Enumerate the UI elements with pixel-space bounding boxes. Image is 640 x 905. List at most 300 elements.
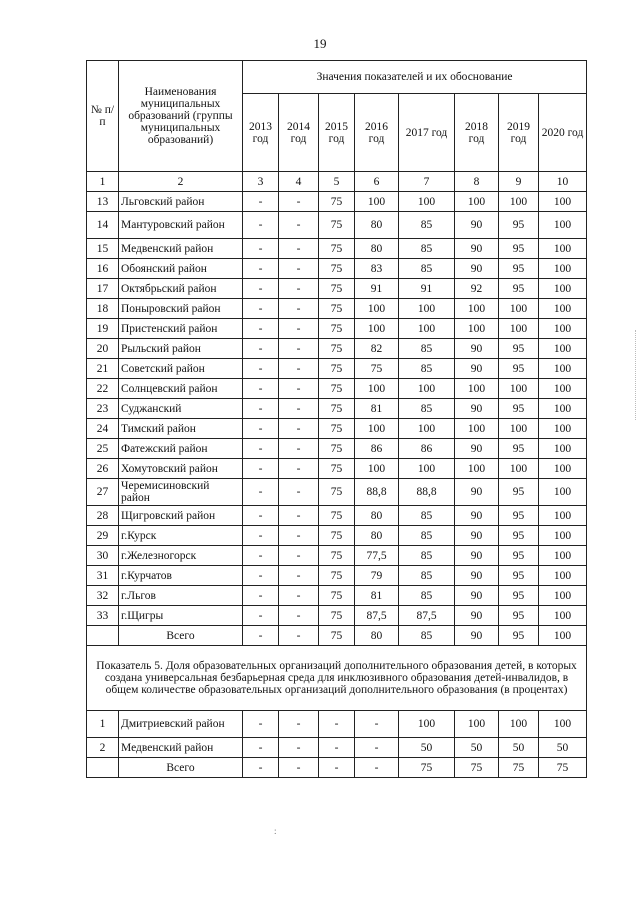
value-cell: - bbox=[243, 546, 279, 566]
value-cell: 100 bbox=[499, 319, 539, 339]
value-cell: 100 bbox=[399, 319, 455, 339]
column-index: 8 bbox=[455, 172, 499, 192]
municipality-name: Обоянский район bbox=[119, 259, 243, 279]
value-cell: 75 bbox=[319, 626, 355, 646]
indicator-4-rows bbox=[87, 192, 587, 646]
value-cell: - bbox=[279, 239, 319, 259]
table-row bbox=[87, 192, 587, 212]
value-cell: 85 bbox=[399, 586, 455, 606]
row-number: 33 bbox=[87, 606, 119, 626]
value-cell: 75 bbox=[319, 279, 355, 299]
municipality-name: г.Курск bbox=[119, 526, 243, 546]
value-cell: 82 bbox=[355, 339, 399, 359]
table-row bbox=[87, 459, 587, 479]
year-header: 2020 год bbox=[539, 94, 587, 172]
value-cell: 75 bbox=[319, 192, 355, 212]
header-num: № п/п bbox=[87, 61, 119, 172]
value-cell: 100 bbox=[355, 379, 399, 399]
value-cell: 95 bbox=[499, 506, 539, 526]
value-cell: 50 bbox=[455, 738, 499, 758]
value-cell: 80 bbox=[355, 212, 399, 239]
value-cell: - bbox=[243, 319, 279, 339]
municipality-name: Дмитриевский район bbox=[119, 711, 243, 738]
value-cell: - bbox=[279, 711, 319, 738]
year-header: 2017 год bbox=[399, 94, 455, 172]
value-cell: 90 bbox=[455, 479, 499, 506]
value-cell: 100 bbox=[355, 192, 399, 212]
value-cell: - bbox=[243, 586, 279, 606]
column-index: 3 bbox=[243, 172, 279, 192]
value-cell: 100 bbox=[539, 399, 587, 419]
value-cell: 100 bbox=[539, 339, 587, 359]
value-cell: 95 bbox=[499, 239, 539, 259]
municipality-name: Пристенский район bbox=[119, 319, 243, 339]
row-number: 2 bbox=[87, 738, 119, 758]
value-cell: 80 bbox=[355, 526, 399, 546]
value-cell: - bbox=[279, 299, 319, 319]
table-row bbox=[87, 439, 587, 459]
value-cell: 75 bbox=[539, 758, 587, 778]
value-cell: 100 bbox=[499, 299, 539, 319]
value-cell: 75 bbox=[355, 359, 399, 379]
value-cell: - bbox=[243, 212, 279, 239]
value-cell: 75 bbox=[319, 359, 355, 379]
municipality-name: г.Курчатов bbox=[119, 566, 243, 586]
table-row bbox=[87, 339, 587, 359]
value-cell: 81 bbox=[355, 586, 399, 606]
table-row bbox=[87, 711, 587, 738]
value-cell: - bbox=[243, 459, 279, 479]
value-cell: 100 bbox=[539, 279, 587, 299]
value-cell: 80 bbox=[355, 626, 399, 646]
table-row bbox=[87, 419, 587, 439]
value-cell: 95 bbox=[499, 439, 539, 459]
value-cell: 90 bbox=[455, 546, 499, 566]
value-cell: 75 bbox=[319, 546, 355, 566]
value-cell: 90 bbox=[455, 399, 499, 419]
value-cell: - bbox=[243, 299, 279, 319]
value-cell: 75 bbox=[399, 758, 455, 778]
value-cell: 75 bbox=[319, 566, 355, 586]
value-cell: 95 bbox=[499, 479, 539, 506]
value-cell: 85 bbox=[399, 359, 455, 379]
table-row bbox=[87, 212, 587, 239]
value-cell: 91 bbox=[355, 279, 399, 299]
value-cell: 86 bbox=[399, 439, 455, 459]
value-cell: 100 bbox=[399, 299, 455, 319]
value-cell: 75 bbox=[319, 586, 355, 606]
value-cell: 100 bbox=[355, 299, 399, 319]
value-cell: - bbox=[279, 586, 319, 606]
column-index: 2 bbox=[119, 172, 243, 192]
value-cell: 85 bbox=[399, 546, 455, 566]
value-cell: 90 bbox=[455, 506, 499, 526]
row-number: 17 bbox=[87, 279, 119, 299]
municipality-name: Мантуровский район bbox=[119, 212, 243, 239]
value-cell: 100 bbox=[455, 379, 499, 399]
value-cell: 85 bbox=[399, 566, 455, 586]
value-cell: 95 bbox=[499, 279, 539, 299]
municipality-name: г.Железногорск bbox=[119, 546, 243, 566]
value-cell: 90 bbox=[455, 359, 499, 379]
row-number: 21 bbox=[87, 359, 119, 379]
municipality-name: Октябрьский район bbox=[119, 279, 243, 299]
value-cell: 100 bbox=[539, 566, 587, 586]
total-row bbox=[87, 758, 587, 778]
municipality-name: Тимский район bbox=[119, 419, 243, 439]
value-cell: - bbox=[355, 758, 399, 778]
row-number: 1 bbox=[87, 711, 119, 738]
value-cell: - bbox=[243, 526, 279, 546]
value-cell: 75 bbox=[499, 758, 539, 778]
value-cell: 80 bbox=[355, 239, 399, 259]
footer-mark: : bbox=[274, 826, 277, 836]
value-cell: - bbox=[243, 259, 279, 279]
municipality-name: г.Щигры bbox=[119, 606, 243, 626]
value-cell: 75 bbox=[319, 506, 355, 526]
table-row bbox=[87, 239, 587, 259]
value-cell: - bbox=[243, 192, 279, 212]
value-cell: 75 bbox=[319, 259, 355, 279]
row-number: 20 bbox=[87, 339, 119, 359]
value-cell: - bbox=[319, 738, 355, 758]
municipality-name: Поныровский район bbox=[119, 299, 243, 319]
municipality-name: Медвенский район bbox=[119, 738, 243, 758]
column-index: 6 bbox=[355, 172, 399, 192]
value-cell: 50 bbox=[399, 738, 455, 758]
value-cell: 100 bbox=[455, 299, 499, 319]
column-index: 9 bbox=[499, 172, 539, 192]
municipality-name: Суджанский bbox=[119, 399, 243, 419]
value-cell: 95 bbox=[499, 626, 539, 646]
table-row bbox=[87, 359, 587, 379]
value-cell: 100 bbox=[455, 419, 499, 439]
municipality-name: Советский район bbox=[119, 359, 243, 379]
value-cell: - bbox=[279, 459, 319, 479]
municipality-name: Льговский район bbox=[119, 192, 243, 212]
municipality-name: Медвенский район bbox=[119, 239, 243, 259]
value-cell: 85 bbox=[399, 212, 455, 239]
value-cell: 100 bbox=[399, 419, 455, 439]
value-cell: - bbox=[279, 758, 319, 778]
section-title: Показатель 5. Доля образовательных организаций дополнительного образования детей, в которых создана универсальная безбарьерная среда для инклюзивного образования детей-инвалидов, в общем количестве образовательных организаций дополнительного образования (в процентах) bbox=[87, 646, 587, 711]
value-cell: - bbox=[243, 606, 279, 626]
value-cell: 87,5 bbox=[355, 606, 399, 626]
column-index: 10 bbox=[539, 172, 587, 192]
value-cell: - bbox=[279, 546, 319, 566]
value-cell: 100 bbox=[499, 459, 539, 479]
value-cell: 86 bbox=[355, 439, 399, 459]
value-cell: 95 bbox=[499, 212, 539, 239]
value-cell: 100 bbox=[399, 459, 455, 479]
value-cell: 85 bbox=[399, 259, 455, 279]
value-cell: 75 bbox=[319, 479, 355, 506]
row-number: 23 bbox=[87, 399, 119, 419]
value-cell: 100 bbox=[539, 586, 587, 606]
value-cell: - bbox=[243, 711, 279, 738]
table-row bbox=[87, 586, 587, 606]
value-cell: 100 bbox=[355, 419, 399, 439]
value-cell: - bbox=[279, 279, 319, 299]
table-row bbox=[87, 506, 587, 526]
value-cell: 75 bbox=[319, 379, 355, 399]
value-cell: 75 bbox=[455, 758, 499, 778]
table-row bbox=[87, 738, 587, 758]
year-header: 2015 год bbox=[319, 94, 355, 172]
value-cell: 90 bbox=[455, 526, 499, 546]
value-cell: - bbox=[279, 399, 319, 419]
row-number: 15 bbox=[87, 239, 119, 259]
value-cell: 100 bbox=[539, 319, 587, 339]
value-cell: 100 bbox=[399, 711, 455, 738]
value-cell: - bbox=[279, 192, 319, 212]
year-header: 2014 год bbox=[279, 94, 319, 172]
value-cell: 85 bbox=[399, 239, 455, 259]
value-cell: 95 bbox=[499, 359, 539, 379]
value-cell: - bbox=[279, 339, 319, 359]
year-header: 2019 год bbox=[499, 94, 539, 172]
value-cell: 90 bbox=[455, 606, 499, 626]
value-cell: - bbox=[243, 419, 279, 439]
value-cell: - bbox=[243, 506, 279, 526]
value-cell: 90 bbox=[455, 439, 499, 459]
value-cell: - bbox=[279, 379, 319, 399]
value-cell: - bbox=[243, 758, 279, 778]
value-cell: 100 bbox=[539, 546, 587, 566]
value-cell: 90 bbox=[455, 626, 499, 646]
value-cell: 95 bbox=[499, 586, 539, 606]
value-cell: 50 bbox=[539, 738, 587, 758]
value-cell: 75 bbox=[319, 319, 355, 339]
year-header: 2018 год bbox=[455, 94, 499, 172]
value-cell: - bbox=[279, 259, 319, 279]
value-cell: - bbox=[355, 738, 399, 758]
value-cell: - bbox=[279, 359, 319, 379]
value-cell: 90 bbox=[455, 239, 499, 259]
row-number: 30 bbox=[87, 546, 119, 566]
value-cell: - bbox=[243, 439, 279, 459]
value-cell: 75 bbox=[319, 526, 355, 546]
indicator-5-rows bbox=[87, 711, 587, 778]
value-cell: 100 bbox=[455, 319, 499, 339]
value-cell: - bbox=[279, 212, 319, 239]
table-row bbox=[87, 299, 587, 319]
value-cell: 75 bbox=[319, 212, 355, 239]
indicator-5-section bbox=[87, 646, 587, 711]
municipality-name: Всего bbox=[119, 758, 243, 778]
value-cell: 85 bbox=[399, 526, 455, 546]
value-cell: - bbox=[319, 758, 355, 778]
value-cell: - bbox=[279, 419, 319, 439]
value-cell: - bbox=[243, 379, 279, 399]
value-cell: 92 bbox=[455, 279, 499, 299]
value-cell: - bbox=[279, 439, 319, 459]
municipality-name: Солнцевский район bbox=[119, 379, 243, 399]
value-cell: 100 bbox=[539, 711, 587, 738]
value-cell: 87,5 bbox=[399, 606, 455, 626]
value-cell: 100 bbox=[539, 192, 587, 212]
row-number: 18 bbox=[87, 299, 119, 319]
value-cell: 95 bbox=[499, 339, 539, 359]
table-row bbox=[87, 259, 587, 279]
value-cell: - bbox=[243, 339, 279, 359]
value-cell: 100 bbox=[539, 259, 587, 279]
row-number: 26 bbox=[87, 459, 119, 479]
value-cell: 100 bbox=[499, 379, 539, 399]
value-cell: 100 bbox=[539, 606, 587, 626]
scan-edge-line bbox=[635, 330, 636, 420]
indicator-table bbox=[86, 60, 587, 778]
value-cell: 85 bbox=[399, 399, 455, 419]
row-number: 22 bbox=[87, 379, 119, 399]
value-cell: 100 bbox=[539, 379, 587, 399]
value-cell: 75 bbox=[319, 339, 355, 359]
value-cell: - bbox=[279, 606, 319, 626]
page-number: 19 bbox=[313, 36, 327, 51]
value-cell: 81 bbox=[355, 399, 399, 419]
year-header: 2013 год bbox=[243, 94, 279, 172]
value-cell: - bbox=[279, 566, 319, 586]
row-number: 29 bbox=[87, 526, 119, 546]
value-cell: 95 bbox=[499, 566, 539, 586]
row-number: 31 bbox=[87, 566, 119, 586]
municipality-name: Рыльский район bbox=[119, 339, 243, 359]
value-cell: - bbox=[279, 506, 319, 526]
municipality-name: Фатежский район bbox=[119, 439, 243, 459]
value-cell: 100 bbox=[539, 626, 587, 646]
row-number bbox=[87, 626, 119, 646]
value-cell: 75 bbox=[319, 606, 355, 626]
value-cell: - bbox=[243, 738, 279, 758]
column-index-row bbox=[87, 172, 587, 192]
value-cell: 100 bbox=[399, 379, 455, 399]
value-cell: - bbox=[243, 479, 279, 506]
value-cell: 79 bbox=[355, 566, 399, 586]
value-cell: 85 bbox=[399, 339, 455, 359]
value-cell: 90 bbox=[455, 212, 499, 239]
value-cell: 75 bbox=[319, 459, 355, 479]
header-values: Значения показателей и их обоснование bbox=[243, 61, 587, 94]
value-cell: 77,5 bbox=[355, 546, 399, 566]
value-cell: 100 bbox=[539, 526, 587, 546]
table-row bbox=[87, 379, 587, 399]
row-number: 27 bbox=[87, 479, 119, 506]
value-cell: 90 bbox=[455, 339, 499, 359]
value-cell: 100 bbox=[539, 419, 587, 439]
table-row bbox=[87, 319, 587, 339]
row-number: 16 bbox=[87, 259, 119, 279]
value-cell: 100 bbox=[539, 299, 587, 319]
value-cell: 90 bbox=[455, 259, 499, 279]
value-cell: 90 bbox=[455, 586, 499, 606]
value-cell: 80 bbox=[355, 506, 399, 526]
value-cell: - bbox=[243, 359, 279, 379]
row-number: 25 bbox=[87, 439, 119, 459]
value-cell: 75 bbox=[319, 419, 355, 439]
value-cell: 100 bbox=[539, 459, 587, 479]
value-cell: 85 bbox=[399, 626, 455, 646]
value-cell: 90 bbox=[455, 566, 499, 586]
value-cell: 75 bbox=[319, 399, 355, 419]
table-row bbox=[87, 526, 587, 546]
municipality-name: Щигровский район bbox=[119, 506, 243, 526]
value-cell: 100 bbox=[455, 711, 499, 738]
year-header: 2016 год bbox=[355, 94, 399, 172]
table-row bbox=[87, 399, 587, 419]
value-cell: 100 bbox=[499, 419, 539, 439]
column-index: 1 bbox=[87, 172, 119, 192]
value-cell: 100 bbox=[499, 711, 539, 738]
value-cell: - bbox=[279, 626, 319, 646]
value-cell: 100 bbox=[539, 506, 587, 526]
value-cell: 100 bbox=[499, 192, 539, 212]
value-cell: 100 bbox=[539, 439, 587, 459]
value-cell: 100 bbox=[455, 459, 499, 479]
table-row bbox=[87, 606, 587, 626]
value-cell: - bbox=[243, 626, 279, 646]
row-number: 14 bbox=[87, 212, 119, 239]
value-cell: 88,8 bbox=[355, 479, 399, 506]
value-cell: 100 bbox=[455, 192, 499, 212]
value-cell: - bbox=[279, 526, 319, 546]
value-cell: 95 bbox=[499, 259, 539, 279]
value-cell: - bbox=[319, 711, 355, 738]
value-cell: 95 bbox=[499, 546, 539, 566]
value-cell: - bbox=[243, 399, 279, 419]
row-number: 13 bbox=[87, 192, 119, 212]
row-number: 28 bbox=[87, 506, 119, 526]
header-name: Наименования муниципальных образований (группы муниципальных образований) bbox=[119, 61, 243, 172]
municipality-name: Черемисиновский район bbox=[119, 479, 243, 506]
column-index: 7 bbox=[399, 172, 455, 192]
value-cell: 75 bbox=[319, 439, 355, 459]
municipality-name: Всего bbox=[119, 626, 243, 646]
value-cell: 100 bbox=[355, 319, 399, 339]
table-row bbox=[87, 566, 587, 586]
value-cell: - bbox=[243, 279, 279, 299]
value-cell: - bbox=[243, 239, 279, 259]
municipality-name: г.Льгов bbox=[119, 586, 243, 606]
column-index: 5 bbox=[319, 172, 355, 192]
value-cell: 95 bbox=[499, 399, 539, 419]
row-number: 19 bbox=[87, 319, 119, 339]
table-row bbox=[87, 546, 587, 566]
value-cell: 91 bbox=[399, 279, 455, 299]
value-cell: - bbox=[243, 566, 279, 586]
total-row bbox=[87, 626, 587, 646]
value-cell: 88,8 bbox=[399, 479, 455, 506]
value-cell: - bbox=[279, 319, 319, 339]
municipality-name: Хомутовский район bbox=[119, 459, 243, 479]
value-cell: 83 bbox=[355, 259, 399, 279]
value-cell: 100 bbox=[399, 192, 455, 212]
value-cell: 100 bbox=[355, 459, 399, 479]
value-cell: 95 bbox=[499, 526, 539, 546]
row-number: 24 bbox=[87, 419, 119, 439]
value-cell: - bbox=[279, 479, 319, 506]
value-cell: - bbox=[355, 711, 399, 738]
value-cell: 100 bbox=[539, 479, 587, 506]
value-cell: - bbox=[279, 738, 319, 758]
value-cell: 75 bbox=[319, 239, 355, 259]
column-index: 4 bbox=[279, 172, 319, 192]
table-row bbox=[87, 279, 587, 299]
value-cell: 100 bbox=[539, 359, 587, 379]
row-number bbox=[87, 758, 119, 778]
value-cell: 85 bbox=[399, 506, 455, 526]
table-row bbox=[87, 479, 587, 506]
value-cell: 100 bbox=[539, 239, 587, 259]
